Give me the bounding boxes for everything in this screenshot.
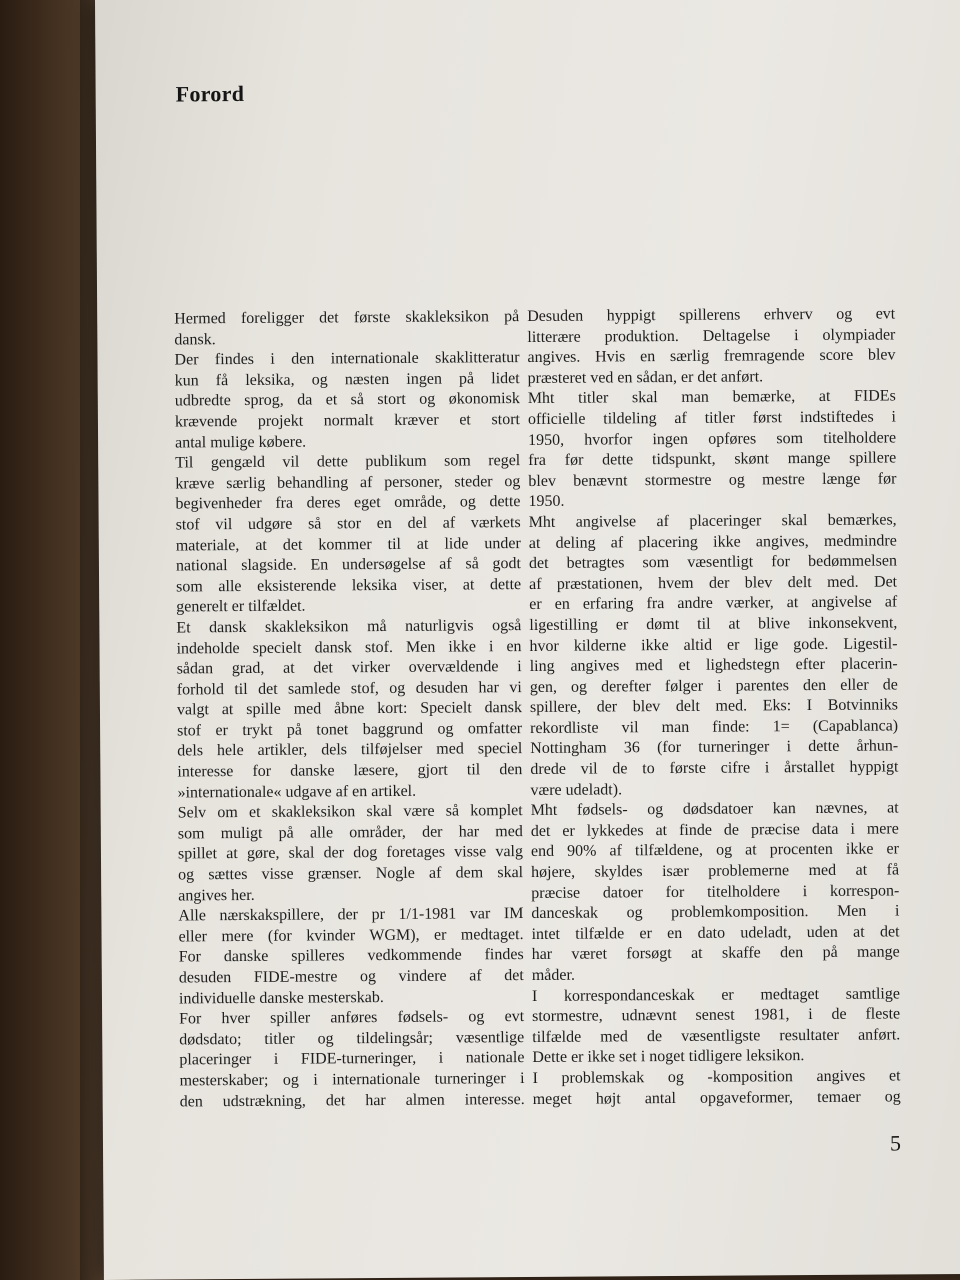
text-line: individuelle danske mesterskab. [178,988,384,1008]
text-line: materiale, at det kommer til at lide under [175,534,521,554]
text-line: valgt at spille med åbne kort: Specielt dansk [176,699,523,719]
text-line: meget højt antal opgaveformer, temaer og [532,1087,901,1108]
text-line: I problemskak og -komposition angives et [532,1067,901,1087]
text-line: Alle nærskakspillere, der pr 1/1-1981 var IM [178,905,524,925]
text-line: »internationale« udgave af en artikel. [177,782,417,802]
text-line: indeholde specielt dansk stof. Men ikke i en [176,637,522,657]
text-line: rekordliste vil man finde: 1= (Capablanca) [530,717,899,737]
text-line: spillet at gøre, skal der dog foretages visse valg [177,843,524,863]
text-line: Et dansk skakleksikon må naturligvis også [176,616,522,637]
text-line: har været forsøgt at skaffe den på mange [531,943,900,964]
text-line: af præstationen, hvem der blev delt med. Det [529,573,898,593]
text-line: angives. Hvis en særlig fremragende score blev [527,346,896,367]
text-line: at deling af placering ikke angives, medmindre [528,531,897,552]
text-line: ling angives med et lighedstegn efter placerin- [529,655,898,676]
text-line: For hver spiller anføres fødsels- og evt [179,1008,525,1028]
text-line: er en erfaring fra andre værker, at angivelse af [529,593,898,614]
text-line: angives her. [178,886,255,905]
text-line: Nottingham 36 (for turneringer i dette århun- [530,737,899,758]
text-line: kræve særlig behandling af personer, steder og [175,472,521,493]
text-line: Selv om et skakleksikon skal være så komplet [177,802,523,822]
left-text-column [174,307,525,1113]
text-line: blev benævnt stormestre og mestre længe før [528,470,897,490]
page-number: 5 [889,1130,902,1156]
text-line: som alle eksisterende leksika viser, at dette [176,575,522,596]
text-line: For danske spilleres vedkommende findes [178,946,524,966]
text-line: præsteret ved en sådan, er det anført. [527,368,764,387]
text-line: generelt er tilfældet. [176,597,306,616]
text-line: dels hele artikler, dels tilføjelser med speciel [177,740,523,760]
text-line: tilfælde med de væsentligste resultater anført. [532,1026,901,1046]
text-line: stof er trykt på tonet baggrund og omfatter [177,719,523,740]
text-line: det betragtes som væsentligt for bedømmelsen [528,552,897,573]
text-line: Til gengæld vil dette publikum som regel [175,452,521,472]
text-line: kun få leksika, og næsten ingen på lidet [174,369,520,390]
text-line: spillere, der blev delt med. Eks: I Botvinniks [529,696,899,717]
text-line: dødsdato; titler og tildelingsår; væsentlige [179,1028,525,1049]
text-line: den udstrækning, det har almen interesse. [179,1090,525,1110]
text-line: litterære produktion. Deltagelse i olympiader [527,326,896,346]
text-line: sådan grad, at det virker overvældende i [176,658,522,678]
text-line: Desuden hyppigt spillerens erhverv og evt [527,305,896,325]
page-title: Forord [175,80,245,107]
text-line: drede vil de to første cifre i årstallet hyppigt [530,758,899,779]
text-line: Mht angivelse af placeringer skal bemærkes, [528,511,897,531]
text-line: måder. [531,966,575,984]
text-line: I korrespondanceskak er medtaget samtlige [531,984,901,1005]
text-line: Der findes i den internationale skaklitteratur [174,349,520,369]
text-line: dansk. [174,330,216,349]
text-line: Mht fødsels- og dødsdatoer kan nævnes, at [530,799,899,820]
text-line: som muligt på alle områder, der har med [177,822,523,843]
text-line: krævende projekt normalt kræver et stort [174,411,520,431]
text-line: Hermed foreligger det første skakleksikon på [174,308,520,328]
text-line: antal mulige købere. [175,433,307,452]
text-line: stormestre, udnævnt senest 1981, i de fleste [532,1005,901,1026]
text-line: begivenheder fra deres eget område, og dette [175,493,521,513]
text-line: eller mere (for kvinder WGM), er medtaget. [178,925,524,946]
text-line: stof vil udgøre så stor en del af værkets [175,513,521,534]
text-line: 1950. [528,493,565,511]
text-line: højere, skyldes især problemerne med at få [531,861,900,882]
text-line: danceskak og problemkomposition. Men i [531,902,900,923]
text-line: interesse for danske læsere, gjort til den [177,761,523,781]
text-line: præcise datoer for titelholdere i korrespon- [531,882,900,902]
text-line: intet tilfælde er en dato udeladt, uden at det [531,923,900,943]
text-line: Dette er ikke set i noget tidligere leksikon. [532,1047,805,1067]
text-line: end 90% af tilfældene, og at procenten ikke er [530,840,900,861]
right-text-column [527,304,901,1110]
text-line: fra før dette tidspunkt, skønt mange spillere [528,449,897,470]
text-line: og sættes visse grænser. Nogle af dem skal [178,864,524,884]
book-page [95,0,960,1280]
text-line: være udeladt). [530,780,623,799]
text-line: Mht titler skal man bemærke, at FIDEs [527,387,896,408]
text-line: hvor kilderne ikke altid er lige gode. Ligestil- [529,634,898,655]
text-line: ligestilling er dømt til at blive inkonsekvent, [529,614,898,634]
text-line: placeringer i FIDE-turneringer, i nationale [179,1049,525,1069]
text-line: udbredte sprog, da et så stort og økonomisk [174,390,520,410]
text-line: desuden FIDE-mestre og vindere af det [178,967,524,987]
text-line: national slagside. En undersøgelse af så godt [175,555,522,575]
text-line: gen, og derefter følger i parentes den eller de [529,676,898,696]
text-line: officielle tildeling af titler først indstiftedes i [527,408,896,428]
text-line: forhold til det samlede stof, og desuden har vi [176,678,522,699]
text-line: det er lykkedes at finde de præcise data i mere [530,820,899,840]
text-line: mesterskaber; og i internationale turneringer i [179,1069,525,1090]
text-line: 1950, hvorfor ingen opføres som titelholdere [528,428,897,449]
